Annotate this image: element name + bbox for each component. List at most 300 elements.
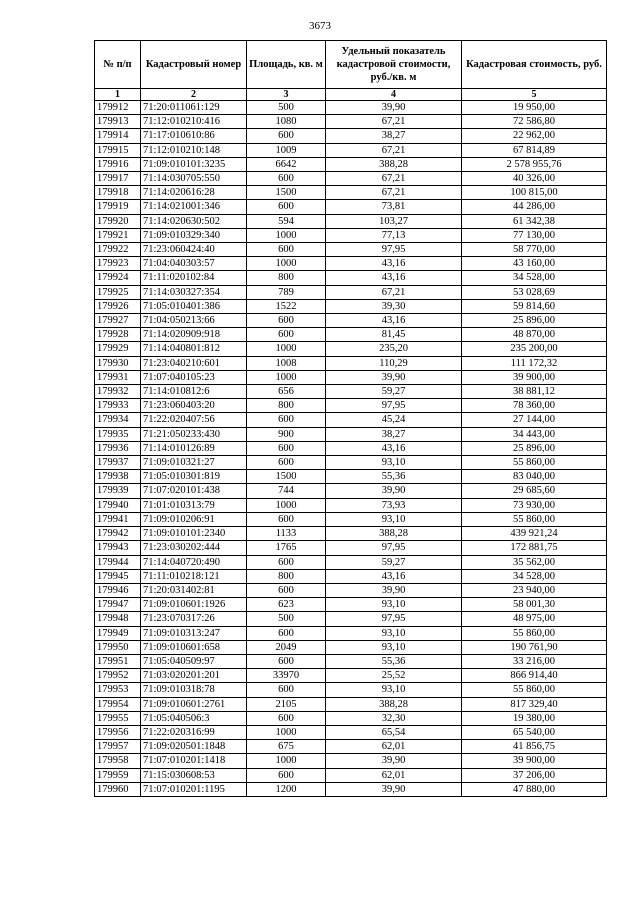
column-number: 5 [462,89,607,101]
row-number-cell: 179956 [95,725,141,739]
cadastral-cost-cell: 33 216,00 [462,654,607,668]
table-row [95,683,607,697]
row-number-cell: 179940 [95,498,141,512]
row-number-cell: 179939 [95,484,141,498]
row-number-cell: 179920 [95,214,141,228]
column-number: 2 [141,89,247,101]
area-cell: 2049 [247,640,326,654]
specific-rate-cell: 55,36 [326,654,462,668]
row-number-cell: 179941 [95,512,141,526]
header-area: Площадь, кв. м [247,41,326,89]
table-row [95,441,607,455]
cadastral-number-cell: 71:05:040509:97 [141,654,247,668]
cadastral-number-cell: 71:14:020616:28 [141,186,247,200]
table-row [95,541,607,555]
row-number-cell: 179923 [95,257,141,271]
cadastral-number-cell: 71:09:010601:2761 [141,697,247,711]
cadastral-cost-cell: 866 914,40 [462,669,607,683]
row-number-cell: 179932 [95,385,141,399]
cadastral-number-cell: 71:23:060424:40 [141,243,247,257]
cadastral-number-cell: 71:05:010401:386 [141,299,247,313]
row-number-cell: 179947 [95,598,141,612]
specific-rate-cell: 388,28 [326,697,462,711]
table-row [95,157,607,171]
specific-rate-cell: 32,30 [326,711,462,725]
row-number-cell: 179953 [95,683,141,697]
row-number-cell: 179913 [95,115,141,129]
specific-rate-cell: 67,21 [326,186,462,200]
area-cell: 600 [247,328,326,342]
area-cell: 1522 [247,299,326,313]
area-cell: 1000 [247,342,326,356]
cadastral-cost-cell: 22 962,00 [462,129,607,143]
specific-rate-cell: 55,36 [326,470,462,484]
specific-rate-cell: 45,24 [326,413,462,427]
area-cell: 1765 [247,541,326,555]
specific-rate-cell: 388,28 [326,157,462,171]
specific-rate-cell: 39,90 [326,754,462,768]
table-row [95,740,607,754]
table-row [95,314,607,328]
specific-rate-cell: 97,95 [326,612,462,626]
cadastral-number-cell: 71:07:010201:1195 [141,782,247,796]
cadastral-number-cell: 71:14:020630:502 [141,214,247,228]
specific-rate-cell: 43,16 [326,569,462,583]
row-number-cell: 179936 [95,441,141,455]
row-number-cell: 179943 [95,541,141,555]
cadastral-number-cell: 71:09:010318:78 [141,683,247,697]
row-number-cell: 179915 [95,143,141,157]
row-number-cell: 179914 [95,129,141,143]
row-number-cell: 179930 [95,356,141,370]
cadastral-number-cell: 71:05:040506:3 [141,711,247,725]
specific-rate-cell: 93,10 [326,598,462,612]
cadastral-number-cell: 71:23:030202:444 [141,541,247,555]
cadastral-cost-cell: 817 329,40 [462,697,607,711]
cadastral-cost-cell: 39 900,00 [462,370,607,384]
cadastral-cost-cell: 34 528,00 [462,569,607,583]
area-cell: 600 [247,200,326,214]
cadastral-number-cell: 71:12:010210:416 [141,115,247,129]
cadastral-cost-cell: 44 286,00 [462,200,607,214]
area-cell: 600 [247,711,326,725]
table-row [95,200,607,214]
table-row [95,456,607,470]
row-number-cell: 179934 [95,413,141,427]
row-number-cell: 179945 [95,569,141,583]
specific-rate-cell: 103,27 [326,214,462,228]
area-cell: 600 [247,683,326,697]
cadastral-cost-cell: 72 586,80 [462,115,607,129]
table-row [95,768,607,782]
table-row [95,243,607,257]
area-cell: 600 [247,172,326,186]
area-cell: 1000 [247,754,326,768]
cadastral-cost-cell: 111 172,32 [462,356,607,370]
table-row [95,143,607,157]
area-cell: 6642 [247,157,326,171]
cadastral-number-cell: 71:04:040303:57 [141,257,247,271]
area-cell: 800 [247,569,326,583]
cadastral-value-table [94,40,607,797]
area-cell: 600 [247,129,326,143]
specific-rate-cell: 43,16 [326,257,462,271]
column-number: 3 [247,89,326,101]
area-cell: 1000 [247,498,326,512]
specific-rate-cell: 38,27 [326,427,462,441]
row-number-cell: 179917 [95,172,141,186]
area-cell: 600 [247,243,326,257]
row-number-cell: 179925 [95,285,141,299]
area-cell: 1500 [247,186,326,200]
row-number-cell: 179918 [95,186,141,200]
cadastral-number-cell: 71:14:010126:89 [141,441,247,455]
area-cell: 1000 [247,370,326,384]
cadastral-number-cell: 71:11:020102:84 [141,271,247,285]
specific-rate-cell: 77,13 [326,228,462,242]
row-number-cell: 179950 [95,640,141,654]
cadastral-number-cell: 71:23:040210:601 [141,356,247,370]
table-row [95,711,607,725]
specific-rate-cell: 59,27 [326,385,462,399]
area-cell: 675 [247,740,326,754]
table-row [95,257,607,271]
cadastral-number-cell: 71:12:010210:148 [141,143,247,157]
row-number-cell: 179948 [95,612,141,626]
cadastral-cost-cell: 172 881,75 [462,541,607,555]
cadastral-cost-cell: 34 528,00 [462,271,607,285]
table-row [95,228,607,242]
cadastral-number-cell: 71:09:010206:91 [141,512,247,526]
row-number-cell: 179921 [95,228,141,242]
table-row [95,328,607,342]
specific-rate-cell: 43,16 [326,271,462,285]
table-row [95,470,607,484]
row-number-cell: 179935 [95,427,141,441]
cadastral-number-cell: 71:09:010101:3235 [141,157,247,171]
specific-rate-cell: 62,01 [326,768,462,782]
cadastral-number-cell: 71:09:020501:1848 [141,740,247,754]
cadastral-cost-cell: 58 001,30 [462,598,607,612]
table-row [95,271,607,285]
row-number-cell: 179952 [95,669,141,683]
cadastral-number-cell: 71:14:010812:6 [141,385,247,399]
cadastral-cost-cell: 23 940,00 [462,583,607,597]
cadastral-number-cell: 71:15:030608:53 [141,768,247,782]
row-number-cell: 179960 [95,782,141,796]
cadastral-number-cell: 71:09:010321:27 [141,456,247,470]
row-number-cell: 179922 [95,243,141,257]
specific-rate-cell: 93,10 [326,626,462,640]
cadastral-number-cell: 71:20:031402:81 [141,583,247,597]
table-row [95,669,607,683]
area-cell: 600 [247,555,326,569]
row-number-cell: 179931 [95,370,141,384]
cadastral-cost-cell: 439 921,24 [462,527,607,541]
area-cell: 1000 [247,228,326,242]
cadastral-cost-cell: 35 562,00 [462,555,607,569]
cadastral-cost-cell: 48 975,00 [462,612,607,626]
cadastral-number-cell: 71:01:010313:79 [141,498,247,512]
specific-rate-cell: 39,90 [326,782,462,796]
cadastral-cost-cell: 78 360,00 [462,399,607,413]
row-number-cell: 179938 [95,470,141,484]
row-number-cell: 179954 [95,697,141,711]
table-row [95,654,607,668]
specific-rate-cell: 93,10 [326,640,462,654]
cadastral-cost-cell: 41 856,75 [462,740,607,754]
cadastral-number-cell: 71:22:020407:56 [141,413,247,427]
specific-rate-cell: 388,28 [326,527,462,541]
table-row [95,782,607,796]
cadastral-cost-cell: 47 880,00 [462,782,607,796]
row-number-cell: 179942 [95,527,141,541]
cadastral-number-cell: 71:14:030705:550 [141,172,247,186]
specific-rate-cell: 67,21 [326,172,462,186]
cadastral-cost-cell: 67 814,89 [462,143,607,157]
cadastral-cost-cell: 48 870,00 [462,328,607,342]
table-row [95,498,607,512]
specific-rate-cell: 110,29 [326,356,462,370]
specific-rate-cell: 59,27 [326,555,462,569]
cadastral-cost-cell: 25 896,00 [462,314,607,328]
table-row [95,285,607,299]
page-number: 3673 [309,20,331,32]
row-number-cell: 179955 [95,711,141,725]
specific-rate-cell: 25,52 [326,669,462,683]
cadastral-number-cell: 71:14:040720:490 [141,555,247,569]
cadastral-cost-cell: 65 540,00 [462,725,607,739]
header-row-number: № п/п [95,41,141,89]
cadastral-cost-cell: 83 040,00 [462,470,607,484]
specific-rate-cell: 43,16 [326,314,462,328]
cadastral-number-cell: 71:09:010601:1926 [141,598,247,612]
area-cell: 1500 [247,470,326,484]
cadastral-number-cell: 71:14:030327:354 [141,285,247,299]
header-cadastral-number: Кадастровый номер [141,41,247,89]
specific-rate-cell: 39,90 [326,583,462,597]
table-row [95,555,607,569]
specific-rate-cell: 97,95 [326,399,462,413]
cadastral-number-cell: 71:21:050233:430 [141,427,247,441]
cadastral-cost-cell: 34 443,00 [462,427,607,441]
cadastral-cost-cell: 55 860,00 [462,626,607,640]
area-cell: 800 [247,399,326,413]
table-row [95,598,607,612]
area-cell: 800 [247,271,326,285]
table-row [95,484,607,498]
specific-rate-cell: 65,54 [326,725,462,739]
area-cell: 594 [247,214,326,228]
area-cell: 1009 [247,143,326,157]
table-row [95,512,607,526]
row-number-cell: 179927 [95,314,141,328]
specific-rate-cell: 73,93 [326,498,462,512]
cadastral-number-cell: 71:09:010313:247 [141,626,247,640]
area-cell: 600 [247,626,326,640]
cadastral-cost-cell: 19 380,00 [462,711,607,725]
cadastral-number-cell: 71:09:010601:658 [141,640,247,654]
cadastral-number-cell: 71:07:040105:23 [141,370,247,384]
table-body [95,101,607,797]
cadastral-cost-cell: 58 770,00 [462,243,607,257]
cadastral-cost-cell: 29 685,60 [462,484,607,498]
cadastral-cost-cell: 55 860,00 [462,456,607,470]
area-cell: 1080 [247,115,326,129]
cadastral-number-cell: 71:14:020909:918 [141,328,247,342]
specific-rate-cell: 93,10 [326,456,462,470]
specific-rate-cell: 39,30 [326,299,462,313]
row-number-cell: 179944 [95,555,141,569]
cadastral-number-cell: 71:09:010329:340 [141,228,247,242]
row-number-cell: 179928 [95,328,141,342]
area-cell: 600 [247,413,326,427]
cadastral-cost-cell: 39 900,00 [462,754,607,768]
column-number: 1 [95,89,141,101]
table-row [95,612,607,626]
area-cell: 600 [247,456,326,470]
table-row [95,697,607,711]
cadastral-number-cell: 71:23:060403:20 [141,399,247,413]
cadastral-cost-cell: 59 814,60 [462,299,607,313]
cadastral-number-cell: 71:17:010610:86 [141,129,247,143]
area-cell: 1000 [247,725,326,739]
area-cell: 600 [247,441,326,455]
cadastral-cost-cell: 40 326,00 [462,172,607,186]
cadastral-number-cell: 71:03:020201:201 [141,669,247,683]
area-cell: 500 [247,612,326,626]
row-number-cell: 179949 [95,626,141,640]
row-number-cell: 179924 [95,271,141,285]
table-row [95,342,607,356]
cadastral-cost-cell: 190 761,90 [462,640,607,654]
specific-rate-cell: 235,20 [326,342,462,356]
cadastral-cost-cell: 2 578 955,76 [462,157,607,171]
table-row [95,186,607,200]
specific-rate-cell: 39,90 [326,370,462,384]
area-cell: 1200 [247,782,326,796]
row-number-cell: 179957 [95,740,141,754]
row-number-cell: 179951 [95,654,141,668]
cadastral-cost-cell: 77 130,00 [462,228,607,242]
table-row [95,569,607,583]
row-number-cell: 179946 [95,583,141,597]
area-cell: 2105 [247,697,326,711]
area-cell: 656 [247,385,326,399]
row-number-cell: 179926 [95,299,141,313]
row-number-cell: 179933 [95,399,141,413]
specific-rate-cell: 93,10 [326,683,462,697]
cadastral-cost-cell: 37 206,00 [462,768,607,782]
cadastral-cost-cell: 55 860,00 [462,683,607,697]
table-row [95,370,607,384]
specific-rate-cell: 39,90 [326,484,462,498]
specific-rate-cell: 39,90 [326,101,462,115]
specific-rate-cell: 81,45 [326,328,462,342]
area-cell: 500 [247,101,326,115]
cadastral-number-cell: 71:05:010301:819 [141,470,247,484]
table-row [95,399,607,413]
row-number-cell: 179916 [95,157,141,171]
table-row [95,754,607,768]
cadastral-cost-cell: 43 160,00 [462,257,607,271]
column-number: 4 [326,89,462,101]
header-specific-rate: Удельный показатель кадастровой стоимости, руб./кв. м [326,41,462,89]
cadastral-cost-cell: 55 860,00 [462,512,607,526]
table-row [95,129,607,143]
area-cell: 744 [247,484,326,498]
row-number-cell: 179912 [95,101,141,115]
cadastral-number-cell: 71:20:011061:129 [141,101,247,115]
cadastral-cost-cell: 100 815,00 [462,186,607,200]
cadastral-cost-cell: 61 342,38 [462,214,607,228]
area-cell: 600 [247,654,326,668]
row-number-cell: 179937 [95,456,141,470]
area-cell: 900 [247,427,326,441]
row-number-cell: 179959 [95,768,141,782]
specific-rate-cell: 67,21 [326,285,462,299]
specific-rate-cell: 62,01 [326,740,462,754]
table-row [95,115,607,129]
specific-rate-cell: 67,21 [326,143,462,157]
table-row [95,640,607,654]
area-cell: 600 [247,512,326,526]
specific-rate-cell: 38,27 [326,129,462,143]
table-header-row [95,41,607,89]
table-row [95,299,607,313]
cadastral-cost-cell: 53 028,69 [462,285,607,299]
specific-rate-cell: 73,81 [326,200,462,214]
area-cell: 1000 [247,257,326,271]
cadastral-number-cell: 71:14:040801:812 [141,342,247,356]
specific-rate-cell: 97,95 [326,243,462,257]
area-cell: 600 [247,768,326,782]
cadastral-cost-cell: 27 144,00 [462,413,607,427]
row-number-cell: 179919 [95,200,141,214]
table-row [95,583,607,597]
cadastral-number-cell: 71:23:070317:26 [141,612,247,626]
cadastral-number-cell: 71:14:021001:346 [141,200,247,214]
cadastral-cost-cell: 73 930,00 [462,498,607,512]
area-cell: 789 [247,285,326,299]
specific-rate-cell: 93,10 [326,512,462,526]
column-number-row [95,89,607,101]
header-cadastral-cost: Кадастровая стоимость, руб. [462,41,607,89]
cadastral-cost-cell: 235 200,00 [462,342,607,356]
cadastral-cost-cell: 25 896,00 [462,441,607,455]
specific-rate-cell: 97,95 [326,541,462,555]
specific-rate-cell: 67,21 [326,115,462,129]
area-cell: 600 [247,583,326,597]
cadastral-number-cell: 71:09:010101:2340 [141,527,247,541]
table-row [95,527,607,541]
table-row [95,725,607,739]
table-row [95,626,607,640]
table-row [95,214,607,228]
area-cell: 1008 [247,356,326,370]
specific-rate-cell: 43,16 [326,441,462,455]
area-cell: 33970 [247,669,326,683]
cadastral-cost-cell: 38 881,12 [462,385,607,399]
cadastral-number-cell: 71:07:010201:1418 [141,754,247,768]
row-number-cell: 179958 [95,754,141,768]
cadastral-number-cell: 71:22:020316:99 [141,725,247,739]
cadastral-number-cell: 71:11:010218:121 [141,569,247,583]
table-row [95,172,607,186]
area-cell: 600 [247,314,326,328]
cadastral-number-cell: 71:04:050213:66 [141,314,247,328]
area-cell: 623 [247,598,326,612]
